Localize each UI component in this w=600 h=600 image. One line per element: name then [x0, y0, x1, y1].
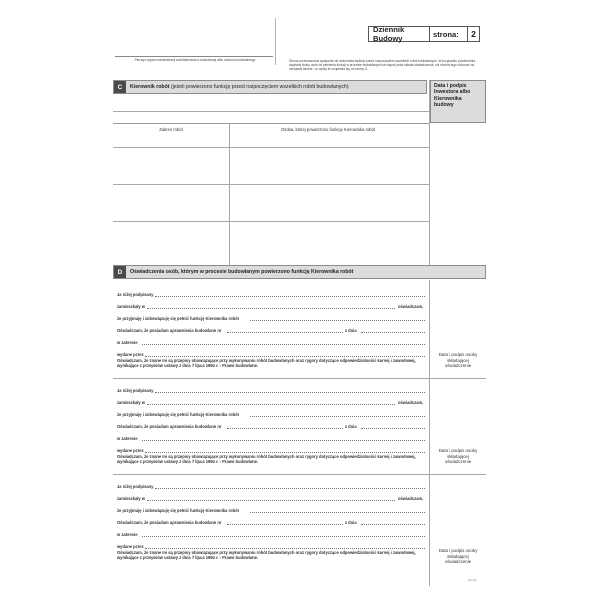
- scope-field[interactable]: [142, 344, 425, 345]
- declare-suffix: oświadczam,: [398, 400, 424, 405]
- name-field[interactable]: [155, 392, 425, 393]
- role-field[interactable]: [250, 512, 425, 513]
- journal-title: Dziennik Budowy: [373, 25, 405, 43]
- date-label: z dnia: [345, 424, 357, 429]
- name-label: Ja niżej podpisany: [117, 484, 154, 489]
- scope-label: w zakresie: [117, 532, 138, 537]
- issued-label: wydane przez: [117, 352, 144, 357]
- col-person-header: Osoba, której powierzono funkcję Kierownika robót: [280, 127, 376, 132]
- page-number: 2: [471, 29, 476, 39]
- journal-title-box: [368, 26, 480, 42]
- license-label: Oświadczam, że posiadam uprawnienia budowlane nr: [117, 520, 222, 525]
- license-date-field[interactable]: [361, 428, 425, 429]
- address-label: zamieszkały w: [117, 400, 145, 405]
- declaration-separator: [113, 474, 486, 475]
- license-field[interactable]: [227, 428, 343, 429]
- issued-field[interactable]: [145, 548, 425, 549]
- license-label: Oświadczam, że posiadam uprawnienia budowlane nr: [117, 328, 222, 333]
- section-c-side-header: Data i podpis Inwestora albo Kierownika budowy: [430, 80, 486, 123]
- section-c-title: [126, 84, 349, 90]
- declaration-separator: [113, 378, 486, 379]
- issued-label: wydane przez: [117, 544, 144, 549]
- section-c-right-border: [429, 80, 430, 277]
- name-label: Ja niżej podpisany: [117, 388, 154, 393]
- section-d-letter: D: [114, 266, 126, 278]
- role-label: że przyjmuję i zobowiązuję się pełnić funkcję Kierownika robót: [117, 316, 239, 321]
- section-c-header: [113, 80, 427, 94]
- document-page: [113, 18, 486, 586]
- footer-code: (cz.c2): [468, 578, 477, 582]
- declaration-statement: Oświadczam, że znane mi są przepisy obowiązujące przy wykonywaniu robót budowlanych oraz rygory dotyczące odpowiedzialności karnej i zawodowej, wynikające z przepisów ustawy z dnia 7 lipca 1994 r. - Prawo budowlane.: [117, 358, 416, 369]
- scope-field[interactable]: [142, 440, 425, 441]
- issued-field[interactable]: [145, 452, 425, 453]
- name-field[interactable]: [155, 488, 425, 489]
- name-label: Ja niżej podpisany: [117, 292, 154, 297]
- section-d-divider: [429, 280, 430, 586]
- col-scope-header: Zakres robót: [159, 127, 183, 132]
- section-c-letter: C: [114, 81, 126, 93]
- address-field[interactable]: [147, 404, 395, 405]
- name-field[interactable]: [155, 296, 425, 297]
- page-label: strona:: [433, 29, 459, 39]
- role-field[interactable]: [250, 320, 425, 321]
- date-label: z dnia: [345, 328, 357, 333]
- declaration-statement: Oświadczam, że znane mi są przepisy obowiązujące przy wykonywaniu robót budowlanych oraz rygory dotyczące odpowiedzialności karnej i zawodowej, wynikające z przepisów ustawy z dnia 7 lipca 1994 r. - Prawo budowlane.: [117, 454, 416, 465]
- header-divider: [275, 18, 276, 65]
- declare-suffix: oświadczam,: [398, 496, 424, 501]
- scope-label: w zakresie: [117, 340, 138, 345]
- date-label: z dnia: [345, 520, 357, 525]
- address-label: zamieszkały w: [117, 304, 145, 309]
- issued-field[interactable]: [145, 356, 425, 357]
- section-d-title: Oświadczenia osób, którym w procesie budowlanym powierzono funkcję Kierownika robót: [130, 269, 354, 275]
- section-c-row-line: [113, 147, 430, 148]
- license-date-field[interactable]: [361, 524, 425, 525]
- section-c-subtitle: (jeżeli powierzono funkcję przed rozpoczęciem wszelkich robót budowlanych): [170, 84, 349, 90]
- page-note: Strona przeznaczona wyłącznie do dokonania wpisów przed rozpoczęciem wszelkich robót budowlanych. W przypadku powierzenia większej liczby osób do pełnienia funkcji w procesie budowlanym lub więcej osób składa oświadczenia, niż można tego dokonać na niniejszej stronie - to wpisy te uzupełnia się od strony 3.: [289, 59, 476, 71]
- section-c-title-main: Kierownik robót: [130, 84, 170, 90]
- signature-label: Data i podpis osoby składającej oświadczenie: [438, 548, 478, 565]
- license-field[interactable]: [227, 332, 343, 333]
- signature-label: Data i podpis osoby składającej oświadczenie: [438, 448, 478, 465]
- section-d-header: [113, 265, 486, 279]
- declare-suffix: oświadczam,: [398, 304, 424, 309]
- declaration-statement: Oświadczam, że znane mi są przepisy obowiązujące przy wykonywaniu robót budowlanych oraz rygory dotyczące odpowiedzialności karnej i zawodowej, wynikające z przepisów ustawy z dnia 7 lipca 1994 r. - Prawo budowlane.: [117, 550, 416, 561]
- issued-label: wydane przez: [117, 448, 144, 453]
- license-field[interactable]: [227, 524, 343, 525]
- section-c-row-line: [113, 184, 430, 185]
- section-c-header-rule: [113, 111, 430, 112]
- license-date-field[interactable]: [361, 332, 425, 333]
- scope-field[interactable]: [142, 536, 425, 537]
- address-field[interactable]: [147, 500, 395, 501]
- section-c-row-line: [113, 221, 430, 222]
- scope-label: w zakresie: [117, 436, 138, 441]
- role-field[interactable]: [250, 416, 425, 417]
- role-label: że przyjmuję i zobowiązuję się pełnić funkcję Kierownika robót: [117, 508, 239, 513]
- address-label: zamieszkały w: [117, 496, 145, 501]
- role-label: że przyjmuję i zobowiązuję się pełnić funkcję Kierownika robót: [117, 412, 239, 417]
- seal-caption: Pieczęć organu administracji architektoniczno-budowlanej albo nadzoru budowlanego: [134, 58, 256, 62]
- signature-label: Data i podpis osoby składającej oświadczenie: [438, 352, 478, 369]
- license-label: Oświadczam, że posiadam uprawnienia budowlane nr: [117, 424, 222, 429]
- address-field[interactable]: [147, 308, 395, 309]
- seal-line: [115, 56, 273, 57]
